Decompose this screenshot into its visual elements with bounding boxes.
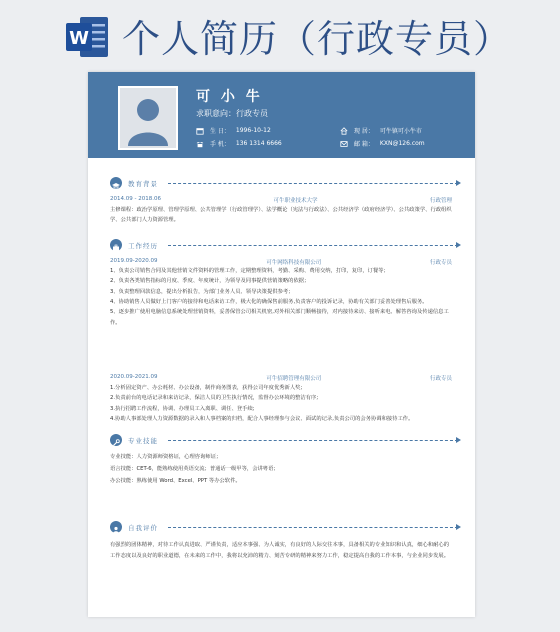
phone-value: 136 1314 6666 bbox=[235, 140, 282, 147]
divider-arrow bbox=[456, 437, 461, 443]
email-value: KXN@126.com bbox=[379, 140, 425, 147]
avatar-placeholder-icon bbox=[120, 88, 176, 148]
svg-text:W: W bbox=[69, 28, 89, 49]
word-logo-icon bbox=[66, 14, 110, 60]
divider-arrow bbox=[456, 180, 461, 186]
job2-row bbox=[110, 374, 452, 382]
list-item: 3.执行招聘工作流程，协调、办理员工入离职、调任、登手续; bbox=[110, 405, 255, 412]
education-major: 行政管理 bbox=[429, 198, 452, 204]
list-item: 2、负责各类销售指标的月度、季度、年度统计，为领导及同事提供营销策略的依据； bbox=[110, 278, 310, 285]
person-icon bbox=[110, 521, 122, 533]
candidate-name: 可 小 牛 bbox=[196, 89, 263, 105]
phone-info bbox=[196, 139, 282, 148]
education-title: 教育背景 bbox=[128, 179, 158, 188]
skills-list bbox=[110, 451, 452, 488]
briefcase-icon bbox=[110, 239, 122, 251]
skills-section-header bbox=[110, 434, 158, 446]
wrench-icon bbox=[110, 434, 122, 446]
list-item: 语言技能：CET-6，能熟练使用英语交流；普通话一级甲等，会讲粤语； bbox=[110, 466, 279, 473]
email-info bbox=[340, 139, 425, 148]
graduation-cap-icon bbox=[110, 177, 122, 189]
home-icon bbox=[340, 127, 348, 135]
job2-position: 行政专员 bbox=[429, 376, 452, 382]
list-item: 专业技能：人力资源师资格证，心理咨询师证； bbox=[110, 454, 222, 460]
birth-info bbox=[196, 126, 271, 135]
address-info bbox=[340, 126, 422, 135]
education-date: 2014.09 - 2018.06 bbox=[110, 196, 161, 202]
list-item: 5、逐步推广使用电脑信息系统处理营销资料，妥善保管公司相关机密,对外相关部门顺畅接待，对内接待来访、接听来电、解答咨询及传递信息工作。 bbox=[110, 309, 449, 326]
job1-company: 可牛网络科技有限公司 bbox=[266, 260, 322, 266]
work-section-header bbox=[110, 239, 158, 251]
list-item: 3、负责整理回款信息，提出分析报告，为部门业务人员、领导决策提供参考； bbox=[110, 288, 294, 295]
job1-row bbox=[110, 258, 452, 266]
mail-icon bbox=[340, 140, 348, 148]
self-section-header bbox=[110, 521, 158, 533]
self-evaluation bbox=[110, 540, 452, 563]
job2-duties bbox=[110, 383, 452, 424]
job2-date: 2020.09-2021.09 bbox=[110, 374, 158, 380]
education-school: 可牛职业技术大学 bbox=[273, 198, 318, 204]
top-banner bbox=[0, 0, 560, 72]
list-item: 4.协助人事部处理人力资源数据的录入和人事档案的归档，配合人事经理参与会议、面试的记录,负责公司的会务协调和接待工作。 bbox=[110, 415, 414, 422]
divider-arrow bbox=[456, 524, 461, 530]
page-title: 个人简历（行政专员） bbox=[122, 17, 513, 61]
skills-title: 专业技能 bbox=[128, 436, 158, 445]
divider bbox=[168, 183, 458, 184]
address-label: 现 居： bbox=[354, 128, 374, 135]
job1-duties bbox=[110, 266, 452, 328]
courses-text: 主修课程：政治学原理、管理学原理、公共管理学（行政管理学）、法学概论（宪法与行政法）、公共经济学（政府经济学）、公共政策学、行政组织学、公共部门人力资源管理。 bbox=[110, 207, 452, 224]
birth-label: 生 日： bbox=[210, 128, 230, 135]
divider bbox=[168, 440, 458, 441]
divider bbox=[168, 527, 458, 528]
list-item: 4、协助销售人员做好上门客户的接待和电话来访工作，极大化的确保售前服务,负责客户的投诉记录，协助有关部门妥善处理售后服务。 bbox=[110, 298, 428, 305]
profile-photo bbox=[118, 86, 178, 150]
birth-value: 1996-10-12 bbox=[235, 127, 271, 134]
work-title: 工作经历 bbox=[128, 241, 158, 250]
address-value: 可牛镇可小牛市 bbox=[379, 128, 422, 135]
job1-position: 行政专员 bbox=[429, 260, 452, 266]
list-item: 办公技能：熟练使用 Word、Excel、PPT 等办公软件。 bbox=[110, 478, 241, 485]
job2-company: 可牛招聘管理有限公司 bbox=[266, 376, 322, 382]
self-text: 有强烈的团体精神，对待工作认真进取、严谨负责，适应本事强、为人诚实，有良好的人际交往本事，具备相关的专业知识和认真，细心和耐心的工作态度以及良好的职业道德，在未来的工作中，我将以充沛的精力、刻苦专研的精神来努力工作，稳定提高自我的工作本事，与企业同步发展。 bbox=[110, 542, 450, 560]
job-intent: 求职意向：行政专员 bbox=[196, 109, 268, 118]
phone-icon bbox=[196, 140, 204, 148]
resume-page bbox=[88, 72, 475, 617]
divider-arrow bbox=[456, 242, 461, 248]
self-title: 自我评价 bbox=[128, 523, 158, 532]
job1-date: 2019.09-2020.09 bbox=[110, 258, 158, 264]
list-item: 1、负责公司销售合同及其他营销文件资料的管理工作，定期整理资料，考勤、采购、费用交纳，打印，复印，订餐等； bbox=[110, 268, 389, 274]
education-row bbox=[110, 196, 452, 204]
list-item: 2.负责前台的电话记录和来访记录，保洁人员的卫生执行情况，监督办公环境的整洁有序; bbox=[110, 395, 319, 402]
resume-header bbox=[88, 72, 475, 158]
calendar-icon bbox=[196, 127, 204, 135]
education-section-header bbox=[110, 177, 158, 189]
list-item: 1.分析固定资产、办公耗材、办公设备，制作商务图表，获得公司年度优秀新人奖; bbox=[110, 385, 303, 391]
divider bbox=[168, 245, 458, 246]
phone-label: 手 机： bbox=[210, 141, 230, 148]
email-label: 邮 箱： bbox=[354, 141, 374, 148]
education-courses bbox=[110, 205, 452, 226]
